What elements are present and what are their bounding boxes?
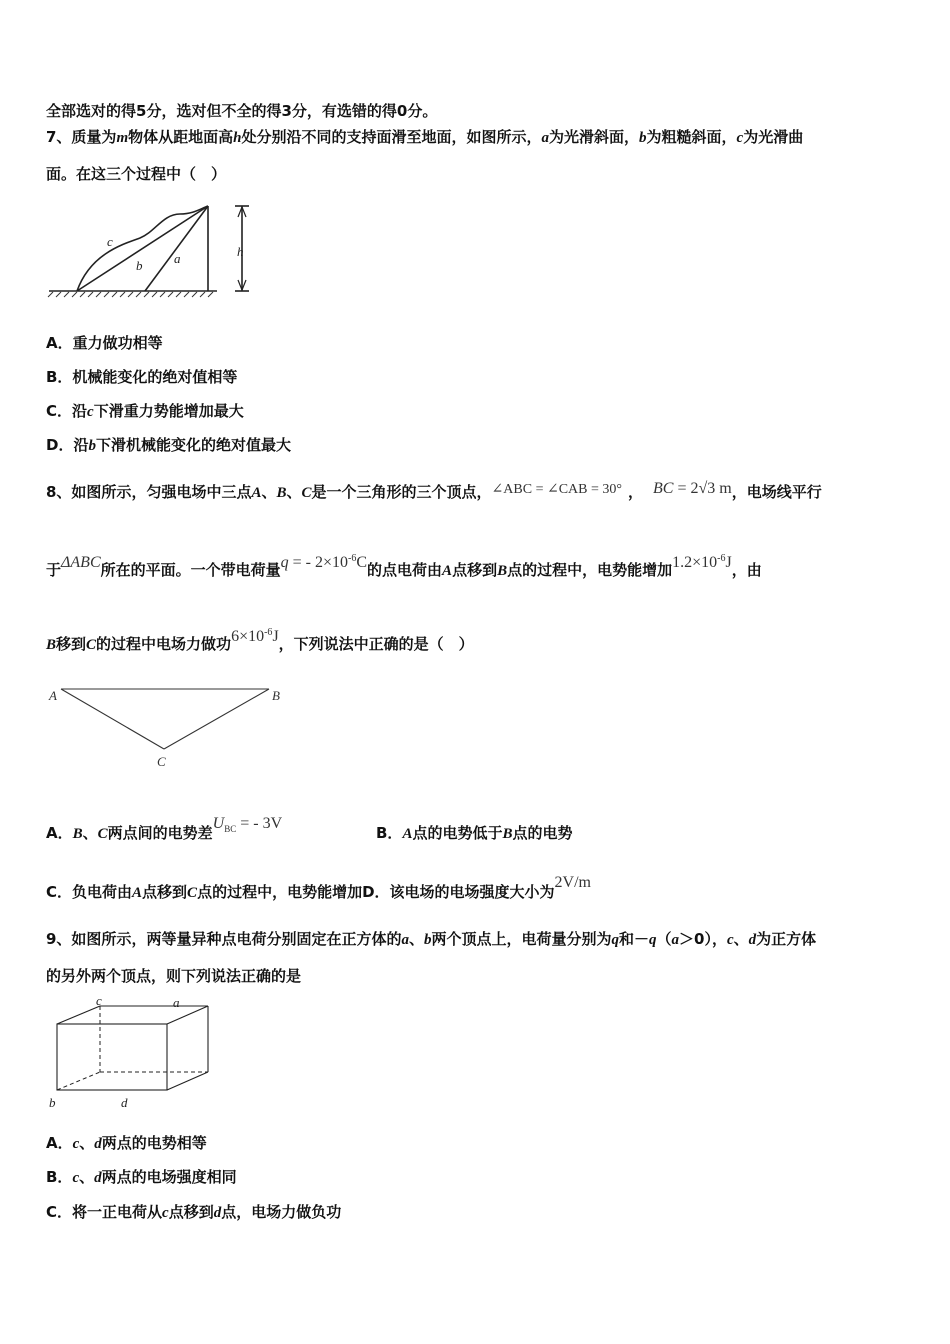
q9-fig-label-a: a: [173, 995, 180, 1010]
q7-option-c: C．沿c下滑重力势能增加最大: [46, 402, 244, 420]
q7-stem-line1: 7、质量为m物体从距地面高h处分别沿不同的支持面滑至地面，如图所示，a为光滑斜面，b为粗糙斜面，c为光滑曲: [46, 128, 804, 146]
q7-fig-label-b: b: [136, 258, 143, 273]
q7-fig-label-c: c: [107, 234, 113, 249]
q7-fig-label-a: a: [174, 251, 181, 266]
q7-option-d: D．沿b下滑机械能变化的绝对值最大: [46, 436, 291, 454]
q8-stem-line1: 8、如图所示，匀强电场中三点A、B、C是一个三角形的三个顶点，∠ABC = ∠CAB = 30° ， BC = 2√3 m，电场线平行: [46, 480, 822, 501]
q9-option-c: C．将一正电荷从c点移到d点，电场力做负功: [46, 1203, 342, 1221]
q8-option-c-d: C．负电荷由A点移到C点的过程中，电势能增加D．该电场的电场强度大小为2V/m: [46, 874, 591, 901]
q8-bc-var: BC: [653, 480, 674, 497]
q7-stem-line2: 面。在这三个过程中（ ）: [46, 165, 227, 183]
q7-figure: [45, 200, 265, 305]
q8-potential-formula: U: [212, 815, 225, 832]
q8-angle-formula: ∠ABC = ∠CAB = 30°: [491, 482, 622, 497]
q8-option-b: B．A点的电势低于B点的电势: [376, 824, 573, 842]
q8-option-a: A．B、C两点间的电势差$U^{BC}$ = - 3V: [46, 815, 283, 842]
q8-fig-label-a: A: [49, 688, 57, 703]
q8-fig-label-c: C: [157, 754, 166, 769]
q7-option-a: A．重力做功相等: [46, 334, 163, 352]
q9-stem-line1: 9、如图所示，两等量异种点电荷分别固定在正方体的a、b两个顶点上，电荷量分别为q和－q（a＞0），c、d为正方体: [46, 930, 817, 948]
q9-option-b: B．c、d两点的电场强度相同: [46, 1168, 237, 1186]
q9-fig-label-b: b: [49, 1095, 56, 1110]
q8-stem-line3: B移到C的过程中电场力做功$6\times 10^{-6}J$，下列说法中正确的是（ ）: [46, 627, 474, 653]
q8-triangle-symbol: ΔABC: [61, 554, 101, 571]
q9-fig-label-d: d: [121, 1095, 128, 1110]
q9-fig-label-c: c: [96, 993, 102, 1008]
q9-option-a: A．c、d两点的电势相等: [46, 1134, 207, 1152]
q7-fig-label-h: h: [237, 244, 244, 259]
q8-triangle-figure: [45, 683, 295, 773]
q9-stem-line2: 的另外两个顶点，则下列说法正确的是: [46, 967, 302, 985]
q9-cube-figure: [45, 995, 195, 1115]
q8-field-value: 2V/m: [554, 874, 591, 891]
intro-text: 全部选对的得5分，选对但不全的得3分，有选错的得0分。: [46, 102, 438, 120]
q8-fig-label-b: B: [272, 688, 280, 703]
q8-stem-line2: 于ΔABC所在的平面。一个带电荷量q = - $2\times 10^{-6}C$的点电荷由A点移到B点的过程中，电势能增加$1.2\times 10^{-6}J$，由: [46, 553, 762, 579]
q7-option-b: B．机械能变化的绝对值相等: [46, 368, 238, 386]
